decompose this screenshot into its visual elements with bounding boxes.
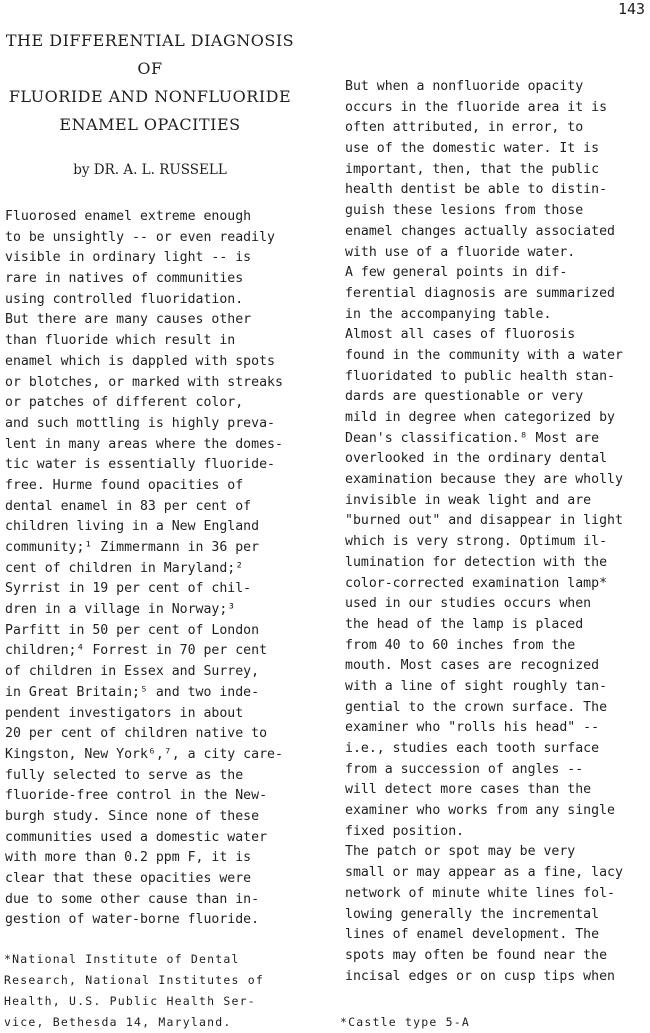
text-line: small or may appear as a fine, lacy <box>345 865 623 881</box>
text-line: or patches of different color, <box>5 395 244 411</box>
text-line: lent in many areas where the domes- <box>5 436 283 452</box>
footnote-lamp <box>340 1012 470 1033</box>
text-line: from 40 to 60 inches from the <box>345 637 576 653</box>
text-line: visible in ordinary light -- is <box>5 250 252 266</box>
text-line: from a succession of angles -- <box>345 761 584 777</box>
text-line: overlooked in the ordinary dental <box>345 451 608 467</box>
text-line: fully selected to serve as the <box>5 767 244 783</box>
footnote-line: vice, Bethesda 14, Maryland. <box>4 1015 232 1029</box>
title-line: THE DIFFERENTIAL DIAGNOSIS <box>5 31 295 50</box>
footnote-affiliation <box>4 949 264 1033</box>
text-line: fluoridated to public health stan- <box>345 368 615 384</box>
footnote-line: Health, U.S. Public Health Ser- <box>4 994 256 1008</box>
text-line: examiner who "rolls his head" -- <box>345 720 600 736</box>
text-line: fluoride-free control in the New- <box>5 788 268 804</box>
text-line: important, then, that the public <box>345 161 600 177</box>
text-line: health dentist be able to distin- <box>345 182 608 198</box>
text-line: invisible in weak light and are <box>345 492 592 508</box>
left-column <box>5 207 310 931</box>
text-line: dren in a village in Norway;³ <box>5 602 236 618</box>
text-line: and such mottling is highly preva- <box>5 415 275 431</box>
text-line: rare in natives of communities <box>5 271 244 287</box>
text-line: enamel which is dappled with spots <box>5 353 275 369</box>
text-line: than fluoride which result in <box>5 333 236 349</box>
text-line: Kingston, New York⁶,⁷, a city care- <box>5 746 283 762</box>
text-line: The patch or spot may be very <box>345 844 576 860</box>
text-line: to be unsightly -- or even readily <box>5 229 275 245</box>
text-line: ferential diagnosis are summarized <box>345 285 615 301</box>
text-line: guish these lesions from those <box>345 203 584 219</box>
article-title <box>0 27 300 139</box>
author-byline: by DR. A. L. RUSSELL <box>73 162 227 178</box>
text-line: use of the domestic water. It is <box>345 141 600 157</box>
text-line: will detect more cases than the <box>345 782 592 798</box>
text-line: which is very strong. Optimum il- <box>345 534 608 550</box>
text-line: enamel changes actually associated <box>345 223 615 239</box>
text-line: often attributed, in error, to <box>345 120 584 136</box>
text-line: Fluorosed enamel extreme enough <box>5 209 252 224</box>
title-line: FLUORIDE AND NONFLUORIDE <box>8 87 292 106</box>
text-line: But when a nonfluoride opacity <box>345 79 584 94</box>
text-line: Syrrist in 19 per cent of chil- <box>5 581 252 597</box>
text-line: or blotches, or marked with streaks <box>5 374 283 390</box>
text-line: examiner who works from any single <box>345 803 615 819</box>
text-line: pendent investigators in about <box>5 705 244 721</box>
text-line: Parfitt in 50 per cent of London <box>5 622 260 638</box>
text-line: dental enamel in 83 per cent of <box>5 498 252 514</box>
text-line: 20 per cent of children native to <box>5 726 268 742</box>
text-line: mild in degree when categorized by <box>345 410 615 425</box>
text-line: children;⁴ Forrest in 70 per cent <box>5 643 268 659</box>
text-line: lowing generally the incremental <box>345 906 600 922</box>
text-line: lines of enamel development. The <box>345 927 600 943</box>
text-line: spots may often be found near the <box>345 947 608 963</box>
text-line: burgh study. Since none of these <box>5 808 260 824</box>
text-line: tic water is essentially fluoride- <box>5 457 275 473</box>
text-line: used in our studies occurs when <box>345 596 592 612</box>
text-line: children living in a New England <box>5 519 260 535</box>
footnote-line: Research, National Institutes of <box>4 973 264 987</box>
text-line: lumination for detection with the <box>345 554 608 570</box>
text-line: examination because they are wholly <box>345 472 623 488</box>
text-line: the head of the lamp is placed <box>345 616 584 632</box>
footnote-line: *National Institute of Dental <box>4 952 240 966</box>
text-line: incisal edges or on cusp tips when <box>345 968 615 984</box>
text-line: i.e., studies each tooth surface <box>345 741 600 756</box>
text-line: in the accompanying table. <box>345 306 552 322</box>
text-line: fixed position. <box>345 823 465 839</box>
text-line: clear that these opacities were <box>5 871 252 886</box>
text-line: due to some other cause than in- <box>5 891 260 907</box>
text-line: communities used a domestic water <box>5 829 268 845</box>
text-line: cent of children in Maryland;² <box>5 560 244 576</box>
title-line: ENAMEL OPACITIES <box>59 115 241 134</box>
footnote-line: *Castle type 5-A <box>340 1015 470 1029</box>
text-line: free. Hurme found opacities of <box>5 477 244 493</box>
text-line: But there are many causes other <box>5 312 252 328</box>
text-line: community;¹ Zimmermann in 36 per <box>5 540 260 555</box>
text-line: color-corrected examination lamp* <box>345 575 608 591</box>
text-line: with a line of sight roughly tan- <box>345 678 608 694</box>
text-line: in Great Britain;⁵ and two inde- <box>5 684 260 700</box>
text-line: dards are questionable or very <box>345 389 584 405</box>
right-column <box>345 77 650 987</box>
text-line: with more than 0.2 ppm F, it is <box>5 850 252 866</box>
title-line: OF <box>137 59 163 78</box>
page-number: 143 <box>618 0 646 18</box>
text-line: with use of a fluoride water. <box>345 244 576 260</box>
text-line: Almost all cases of fluorosis <box>345 327 576 343</box>
text-line: gestion of water-borne fluoride. <box>5 912 260 928</box>
text-line: Dean's classification.⁸ Most are <box>345 430 600 446</box>
text-line: using controlled fluoridation. <box>5 291 244 307</box>
text-line: network of minute white lines fol- <box>345 885 615 901</box>
text-line: found in the community with a water <box>345 347 623 363</box>
text-line: mouth. Most cases are recognized <box>345 658 600 674</box>
text-line: "burned out" and disappear in light <box>345 513 623 529</box>
text-line: of children in Essex and Surrey, <box>5 664 260 680</box>
text-line: A few general points in dif- <box>345 265 568 281</box>
text-line: gential to the crown surface. The <box>345 699 608 715</box>
text-line: occurs in the fluoride area it is <box>345 99 608 115</box>
